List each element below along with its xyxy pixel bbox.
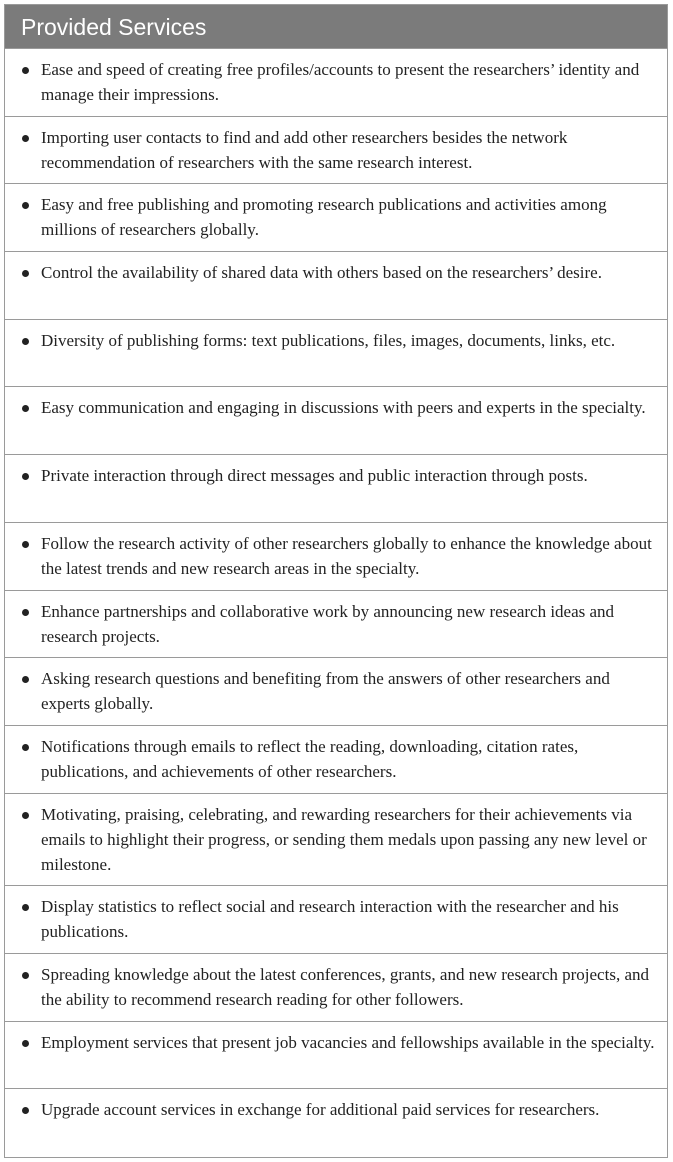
bullet-icon [22, 270, 29, 277]
row-text: Enhance partnerships and collaborative work by announcing new research ideas and research projects. [41, 601, 615, 646]
table-row [5, 954, 667, 1022]
table-row [5, 523, 667, 591]
row-text: Upgrade account services in exchange for additional paid services for researchers. [41, 1100, 600, 1120]
table-row [5, 886, 667, 954]
table-row [5, 591, 667, 659]
table-row [5, 794, 667, 887]
table-row [5, 387, 667, 455]
bullet-icon [22, 676, 29, 683]
bullet-icon [22, 1040, 29, 1047]
bullet-icon [22, 541, 29, 548]
services-table [4, 4, 668, 1158]
table-row [5, 320, 667, 388]
bullet-icon [22, 904, 29, 911]
row-text: Spreading knowledge about the latest conferences, grants, and new research projects, and the ability to recommend research reading for other followers. [41, 964, 649, 1009]
bullet-icon [22, 67, 29, 74]
bullet-icon [22, 812, 29, 819]
table-row [5, 1022, 667, 1090]
row-text: Importing user contacts to find and add other researchers besides the network recommendation of researchers with the same research interest. [41, 127, 568, 172]
row-text: Control the availability of shared data with others based on the researchers’ desire. [41, 263, 602, 283]
row-text: Notifications through emails to reflect the reading, downloading, citation rates, publications, and achievements of other researchers. [41, 736, 579, 781]
row-text: Ease and speed of creating free profiles/accounts to present the researchers’ identity and manage their impressions. [41, 60, 640, 104]
table-row [5, 252, 667, 320]
row-text: Easy and free publishing and promoting research publications and activities among millions of researchers globally. [41, 195, 607, 240]
row-text: Display statistics to reflect social and research interaction with the researcher and his publications. [41, 897, 619, 942]
row-text: Employment services that present job vacancies and fellowships available in the specialty. [41, 1032, 655, 1052]
table-row [5, 184, 667, 252]
bullet-icon [22, 609, 29, 616]
table-row [5, 726, 667, 794]
table-row [5, 455, 667, 523]
table-header: Provided Services [5, 5, 667, 49]
bullet-icon [22, 135, 29, 142]
row-text: Asking research questions and benefiting from the answers of other researchers and experts globally. [41, 669, 610, 714]
row-text: Diversity of publishing forms: text publications, files, images, documents, links, etc. [41, 330, 616, 350]
row-text: Private interaction through direct messages and public interaction through posts. [41, 466, 588, 486]
bullet-icon [22, 972, 29, 979]
bullet-icon [22, 473, 29, 480]
bullet-icon [22, 1107, 29, 1114]
table-row [5, 1089, 667, 1157]
bullet-icon [22, 744, 29, 751]
bullet-icon [22, 405, 29, 412]
bullet-icon [22, 338, 29, 345]
table-row [5, 117, 667, 185]
bullet-icon [22, 202, 29, 209]
row-text: Motivating, praising, celebrating, and rewarding researchers for their achievements via emails to highlight their progress, or sending them medals upon passing any new level or milestone. [41, 804, 647, 874]
table-row [5, 658, 667, 726]
row-text: Follow the research activity of other researchers globally to enhance the knowledge about the latest trends and new research areas in the specialty. [41, 533, 652, 578]
row-text: Easy communication and engaging in discussions with peers and experts in the specialty. [41, 398, 646, 418]
table-row [5, 49, 667, 117]
